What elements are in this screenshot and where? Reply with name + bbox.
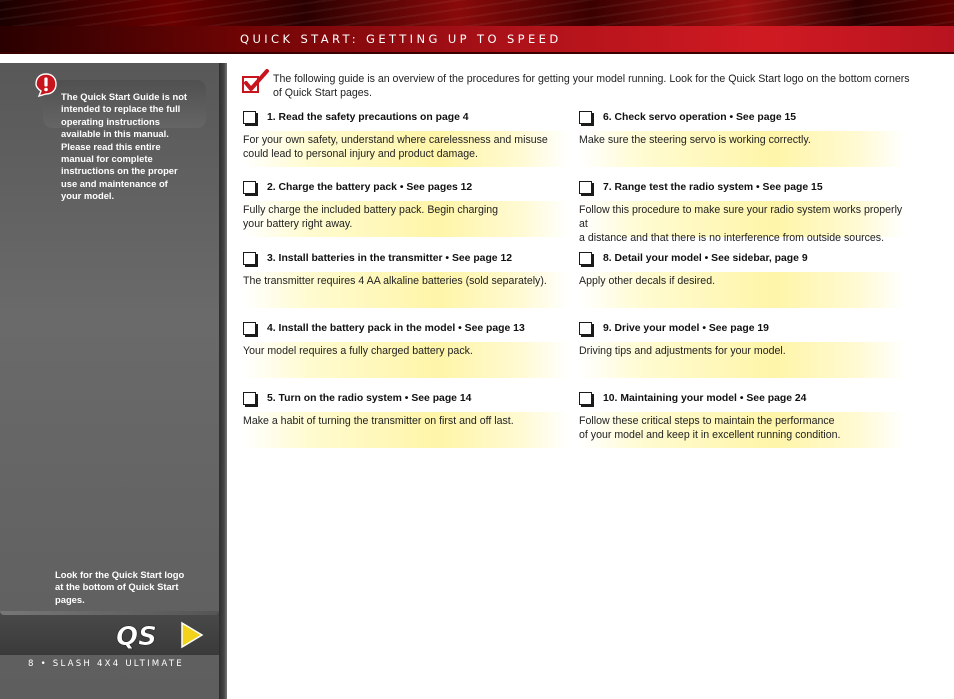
step-8 xyxy=(579,252,905,308)
step-2 xyxy=(243,181,569,237)
sidebar-divider xyxy=(219,63,227,699)
step-title: 7. Range test the radio system • See page 15 xyxy=(603,182,823,193)
step-title: 2. Charge the battery pack • See pages 12 xyxy=(267,182,473,193)
header-banner xyxy=(0,0,954,26)
step-description: Apply other decals if desired. xyxy=(579,272,905,308)
warning-exclamation-icon xyxy=(35,73,57,97)
step-10 xyxy=(579,392,905,448)
step-description: For your own safety, understand where carelessness and misuse could lead to personal injury and product damage. xyxy=(243,131,569,167)
step-checkbox[interactable] xyxy=(579,392,592,405)
checkmark-icon xyxy=(242,69,270,95)
step-checkbox[interactable] xyxy=(243,392,256,405)
page-title: QUICK START: GETTING UP TO SPEED xyxy=(240,32,562,46)
step-title: 10. Maintaining your model • See page 24 xyxy=(603,393,807,404)
step-title: 6. Check servo operation • See page 15 xyxy=(603,112,797,123)
logo-text: QS xyxy=(116,622,157,651)
step-6 xyxy=(579,111,905,167)
step-description: Your model requires a fully charged battery pack. xyxy=(243,342,569,378)
step-checkbox[interactable] xyxy=(579,252,592,265)
quick-start-logo xyxy=(114,619,204,651)
step-4 xyxy=(243,322,569,378)
page-footer: 8 • SLASH 4X4 ULTIMATE xyxy=(28,659,184,669)
step-checkbox[interactable] xyxy=(243,252,256,265)
step-3 xyxy=(243,252,569,308)
step-checkbox[interactable] xyxy=(579,322,592,335)
step-checkbox[interactable] xyxy=(579,111,592,124)
step-title: 5. Turn on the radio system • See page 14 xyxy=(267,393,472,404)
warning-text: The Quick Start Guide is not intended to replace the full operating instructions available in this manual. Please read this entire manual for complete instructions on the proper use and maintenance of your model. xyxy=(61,91,188,202)
step-9 xyxy=(579,322,905,378)
intro-text: The following guide is an overview of the procedures for getting your model running. Look for the Quick Start logo on the bottom corners of Quick Start pages. xyxy=(273,73,910,99)
step-title: 1. Read the safety precautions on page 4 xyxy=(267,112,469,123)
step-title: 8. Detail your model • See sidebar, page 9 xyxy=(603,253,808,264)
step-title: 3. Install batteries in the transmitter • See page 12 xyxy=(267,253,513,264)
step-title: 4. Install the battery pack in the model • See page 13 xyxy=(267,323,525,334)
step-5 xyxy=(243,392,569,448)
step-7 xyxy=(579,181,905,244)
step-description: Fully charge the included battery pack. Begin charging your battery right away. xyxy=(243,201,569,237)
step-description: Make a habit of turning the transmitter on first and off last. xyxy=(243,412,569,448)
step-description: Follow this procedure to make sure your radio system works properly at a distance and that there is no interference from outside sources. xyxy=(579,201,905,237)
step-1 xyxy=(243,111,569,167)
step-checkbox[interactable] xyxy=(243,111,256,124)
step-checkbox[interactable] xyxy=(579,181,592,194)
step-checkbox[interactable] xyxy=(243,322,256,335)
step-description: Make sure the steering servo is working correctly. xyxy=(579,131,905,167)
quick-start-note: Look for the Quick Start logo at the bottom of Quick Start pages. xyxy=(55,569,185,605)
title-bar xyxy=(0,26,954,54)
step-description: The transmitter requires 4 AA alkaline batteries (sold separately). xyxy=(243,272,569,308)
step-title: 9. Drive your model • See page 19 xyxy=(603,323,769,334)
step-description: Driving tips and adjustments for your model. xyxy=(579,342,905,378)
step-description: Follow these critical steps to maintain the performance of your model and keep it in excellent running condition. xyxy=(579,412,905,448)
step-checkbox[interactable] xyxy=(243,181,256,194)
